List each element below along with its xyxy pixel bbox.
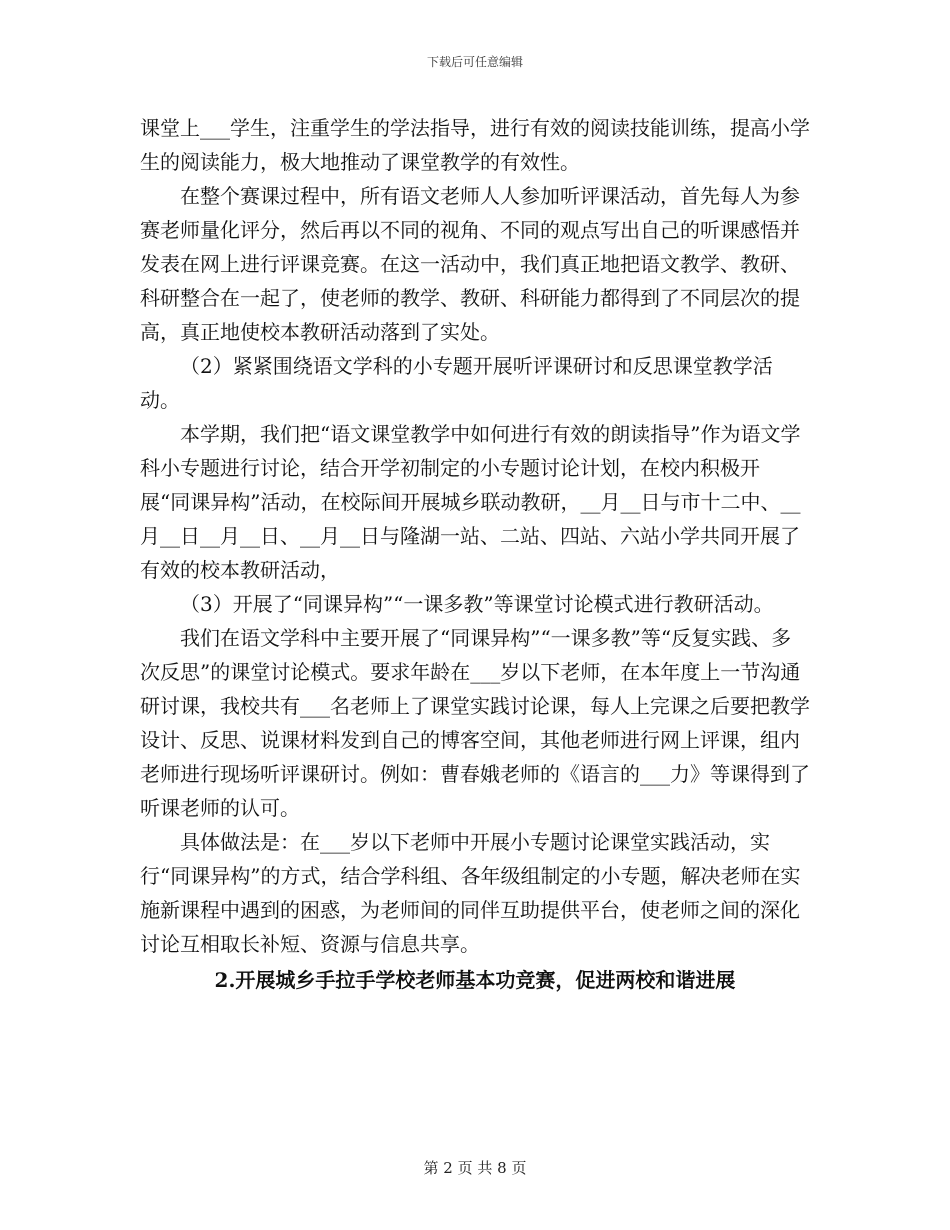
- paragraph-competition-process: 在整个赛课过程中，所有语文老师人人参加听评课活动，首先每人为参赛老师量化评分，然后再以不同的视角、不同的观点写出自己的听课感悟并发表在网上进行评课竞赛。在这一活动中，我们真正地把语文教学、教研、科研整合在一起了，使老师的教学、教研、科研能力都得到了不同层次的提高，真正地使校本教研活动落到了实处。: [140, 184, 800, 344]
- paragraph-continuation: 课堂上___学生，注重学生的学法指导，进行有效的阅读技能训练，提高小学生的阅读能力，极大地推动了课堂教学的有效性。: [140, 116, 810, 174]
- paragraph-item-3: （3）开展了“同课异构”“一课多教”等课堂讨论模式进行教研活动。: [180, 592, 774, 616]
- document-body: [140, 111, 810, 997]
- paragraph-semester-topic: 本学期，我们把“语文课堂教学中如何进行有效的朗读指导”作为语文学科小专题进行讨论，结合开学初制定的小专题讨论计划，在校内积极开展“同课异构”活动，在校际间开展城乡联动教研，__月__日与市十二中、__月__日__月__日、__月__日与隆湖一站、二站、四站、六站小学共同开展了有效的校本教研活动，: [140, 422, 801, 582]
- paragraph-discussion-mode: 我们在语文学科中主要开展了“同课异构”“一课多教”等“反复实践、多次反思”的课堂讨论模式。要求年龄在___岁以下老师，在本年度上一节沟通研讨课，我校共有___名老师上了课堂实践讨论课，每人上完课之后要把教学设计、反思、说课材料发到自己的博客空间，其他老师进行网上评课，组内老师进行现场听评课研讨。例如：曹春娥老师的《语言的___力》等课得到了听课老师的认可。: [140, 626, 810, 820]
- page-header-note: 下载后可任意编辑: [426, 55, 523, 69]
- paragraph-item-2: （2）紧紧围绕语文学科的小专题开展听评课研讨和反思课堂教学活动。: [140, 354, 773, 412]
- paragraph-method: 具体做法是：在___岁以下老师中开展小专题讨论课堂实践活动，实行“同课异构”的方式，结合学科组、各年级组制定的小专题，解决老师在实施新课程中遇到的困惑，为老师间的同伴互助提供平台，使老师之间的深化讨论互相取长补短、资源与信息共享。: [140, 830, 801, 956]
- page-number: 第 2 页 共 8 页: [423, 1159, 527, 1177]
- section-heading: 2.开展城乡手拉手学校老师基本功竞赛，促进两校和谐进展: [214, 968, 736, 992]
